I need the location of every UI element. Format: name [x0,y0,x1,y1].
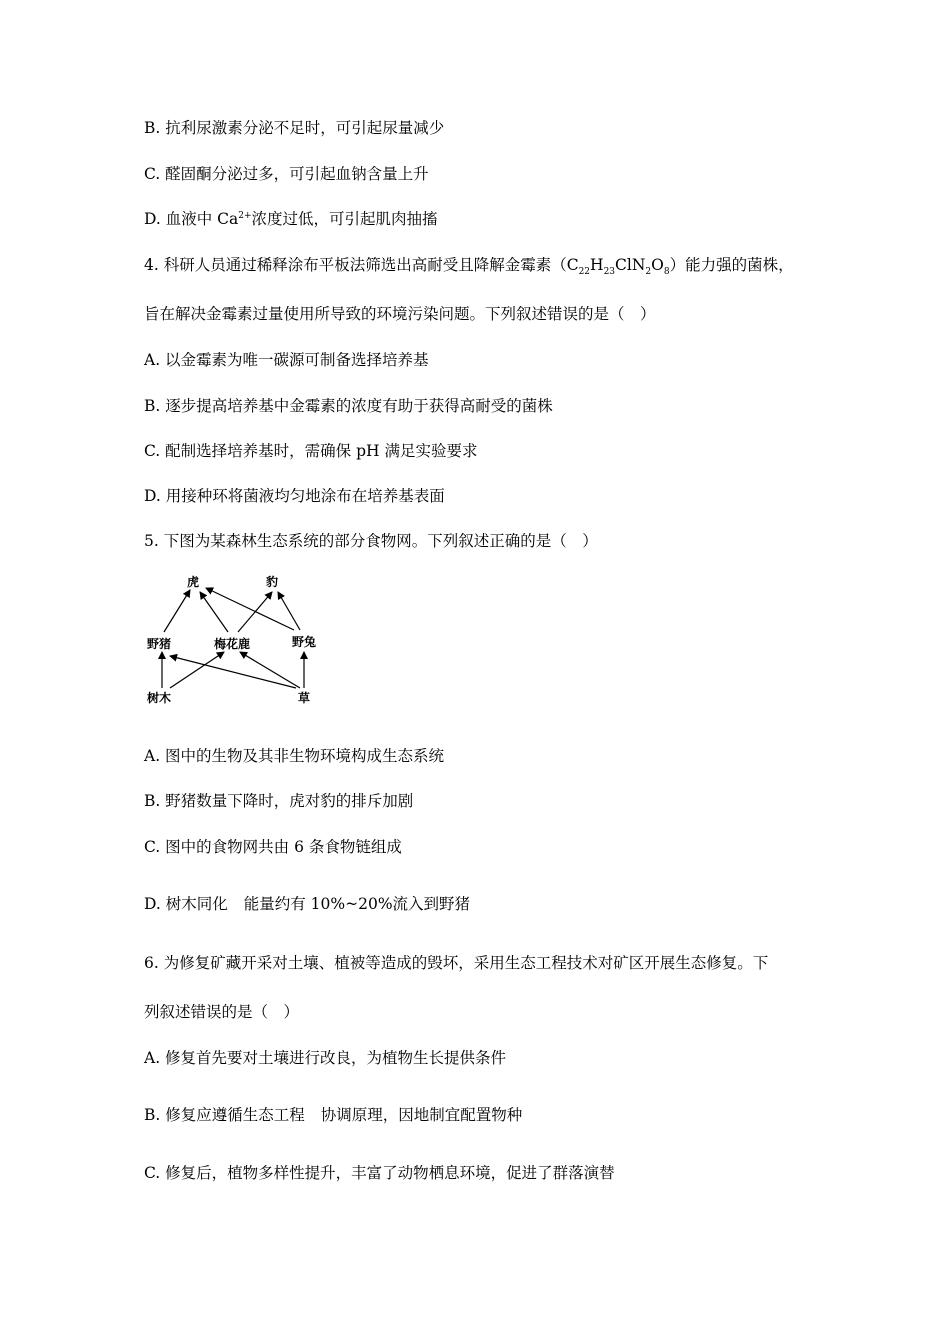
arrow-deer-to-tiger [200,592,228,632]
arrow-grass-to-boar [170,656,296,688]
q4-option-b: B. 逐步提高培养基中金霉素的浓度有助于获得高耐受的菌株 [144,397,553,415]
q5-option-a: A. 图中的生物及其非生物环境构成生态系统 [144,747,445,765]
q6-option-c: C. 修复后，植物多样性提升，丰富了动物栖息环境，促进了群落演替 [144,1164,615,1182]
q5-option-d: D. 树木同化 能量约有 10%~20%流入到野猪 [144,895,471,913]
q5-option-c: C. 图中的食物网共由 6 条食物链组成 [144,838,402,856]
q4-option-a: A. 以金霉素为唯一碳源可制备选择培养基 [144,351,429,369]
q4-stem-line-2: 旨在解决金霉素过量使用所导致的环境污染问题。下列叙述错误的是（ ） [144,305,656,323]
node-leopard: 豹 [266,575,279,589]
arrow-tree-to-deer [170,652,224,688]
node-boar: 野猪 [147,637,172,651]
q4-option-d: D. 用接种环将菌液均匀地涂布在培养基表面 [144,487,445,505]
q5-stem: 5. 下图为某森林生态系统的部分食物网。下列叙述正确的是（ ） [144,532,598,550]
node-tiger: 虎 [187,575,200,589]
q3-option-b: B. 抗利尿激素分泌不足时，可引起尿量减少 [144,119,445,137]
q6-option-a: A. 修复首先要对土壤进行改良，为植物生长提供条件 [144,1049,507,1067]
node-tree: 树木 [147,691,172,705]
arrow-deer-to-leopard [238,592,272,632]
q4-stem-line-1: 4. 科研人员通过稀释涂布平板法筛选出高耐受且降解金霉素$(C_{22}H_{23}ClN_2O_8)$能力强的菌株， [144,256,794,278]
q3-option-c: C. 醛固酮分泌过多，可引起血钠含量上升 [144,165,429,183]
q5-option-b: B. 野猪数量下降时，虎对豹的排斥加剧 [144,792,414,810]
node-hare: 野兔 [292,635,317,649]
q6-stem-line-2: 列叙述错误的是（ ） [144,1003,300,1021]
arrow-hare-to-tiger [206,588,294,630]
q4-option-c: C. 配制选择培养基时，需确保 pH 满足实验要求 [144,442,478,460]
arrow-grass-to-deer [240,652,300,688]
q3-option-d: D. 血液中 $Ca^{2+}$浓度过低，可引起肌肉抽搐 [144,210,438,228]
q6-option-b: B. 修复应遵循生态工程 协调原理，因地制宜配置物种 [144,1106,523,1124]
arrow-boar-to-tiger [164,590,190,632]
node-deer: 梅花鹿 [214,637,251,651]
node-grass: 草 [298,691,311,705]
q6-stem-line-1: 6. 为修复矿藏开采对土壤、植被等造成的毁坏，采用生态工程技术对矿区开展生态修复。下 [144,954,769,972]
food-web-diagram [142,568,332,718]
